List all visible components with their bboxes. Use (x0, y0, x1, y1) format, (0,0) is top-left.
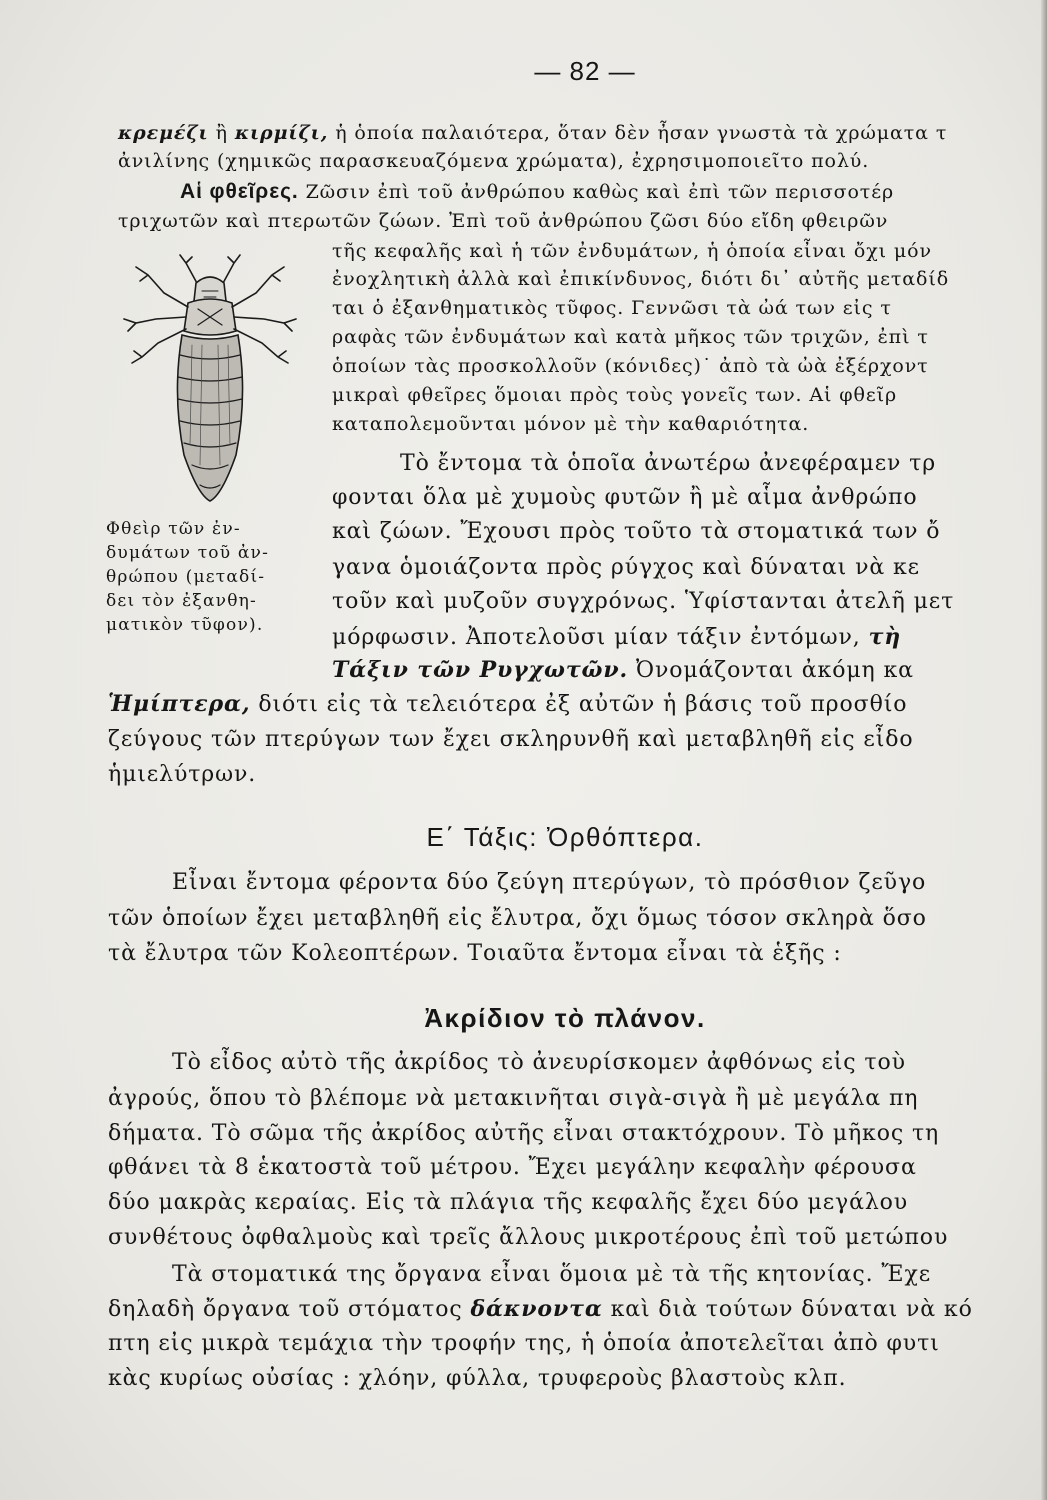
term-hemiptera: Ἡμίπτερα, (108, 691, 251, 717)
text-span: Ζῶσιν ἐπὶ τοῦ ἀνθρώπου καθὼς καὶ ἐπὶ τῶν περισσοτέρ (298, 181, 895, 203)
paragraph-line: γανα ὁμοιάζοντα πρὸς ρύγχος καὶ δύναται νὰ κε (332, 555, 920, 580)
binding-edge (1041, 0, 1047, 1500)
paragraph-line (118, 118, 947, 148)
term-daknonta: δάκνοντα (470, 1296, 603, 1322)
paragraph-line: καταπολεμοῦνται μόνον μὲ τὴν καθαριότητα. (332, 413, 810, 435)
body-louse-illustration (112, 245, 307, 515)
paragraph-line: ἡμιελύτρων. (108, 762, 257, 787)
paragraph-line (332, 655, 914, 686)
paragraph-line: Τὰ στοματικά της ὄργανα εἶναι ὅμοια μὲ τὰ τῆς κητονίας. Ἔχε (172, 1262, 932, 1287)
paragraph-line: κὰς κυρίως οὐσίας : χλόην, φύλλα, τρυφεροὺς βλαστοὺς κλπ. (108, 1366, 847, 1391)
paragraph-line: δήματα. Τὸ σῶμα τῆς ἀκρίδος αὐτῆς εἶναι στακτόχρουν. Τὸ μῆκος τη (108, 1121, 940, 1146)
paragraph-line: φονται ὅλα μὲ χυμοὺς φυτῶν ἢ μὲ αἷμα ἀνθρώπο (332, 485, 918, 510)
paragraph-line: μικραὶ φθεῖρες ὅμοιαι πρὸς τοὺς γονεῖς των. Αἱ φθεῖρ (332, 384, 898, 406)
section-heading-orthoptera: Ε΄ Τάξις: Ὀρθόπτερα. (426, 822, 704, 852)
paragraph-line: ἀγρούς, ὅπου τὸ βλέπομε νὰ μετακινῆται σιγὰ-σιγὰ ἢ μὲ μεγάλα πη (108, 1086, 919, 1111)
text-span: ἢ (208, 122, 235, 144)
paragraph-line: πτη εἰς μικρὰ τεμάχια τὴν τροφήν της, ἡ ὁποία ἀποτελεῖται ἀπὸ φυτι (108, 1331, 940, 1356)
paragraph-line (108, 689, 907, 720)
paragraph-line: Τὸ ἔντομα τὰ ὁποῖα ἀνωτέρω ἀνεφέραμεν τρ (400, 451, 937, 476)
term-rhynchota: Τάξιν τῶν Ρυγχωτῶν. (332, 657, 629, 683)
text-span: ἡ ὁποία παλαιότερα, ὅταν δὲν ἦσαν γνωστὰ τὰ χρώματα τ (328, 122, 948, 144)
text-span: καὶ διὰ τούτων δύναται νὰ κό (602, 1297, 973, 1322)
section-heading-lice: Αἱ φθεῖρες. (180, 180, 299, 203)
figure-caption-line: Φθεὶρ τῶν ἐν- (106, 519, 241, 539)
paragraph-line: τῆς κεφαλῆς καὶ ἡ τῶν ἐνδυμάτων, ἡ ὁποία εἶναι ὄχι μόν (332, 240, 932, 262)
paragraph-line: τὰ ἔλυτρα τῶν Κολεοπτέρων. Τοιαῦτα ἔντομα εἶναι τὰ ἑξῆς : (108, 941, 842, 966)
paragraph-line: φθάνει τὰ 8 ἑκατοστὰ τοῦ μέτρου. Ἔχει μεγάλην κεφαλὴν φέρουσα (108, 1155, 917, 1180)
section-heading-locust: Ἀκρίδιον τὸ πλάνον. (424, 1003, 706, 1033)
text-span: μόρφωσιν. Ἀποτελοῦσι μίαν τάξιν ἐντόμων, (332, 625, 869, 650)
paragraph-line: ζεύγους τῶν πτερύγων των ἔχει σκληρυνθῆ καὶ μεταβληθῆ εἰς εἶδο (108, 727, 914, 752)
paragraph-line: τοῦν καὶ μυζοῦν συγχρόνως. Ὑφίστανται ἀτελῆ μετ (332, 589, 955, 614)
paragraph-line: τῶν ὁποίων ἔχει μεταβληθῆ εἰς ἔλυτρα, ὄχι ὅμως τόσον σκληρὰ ὅσο (108, 906, 927, 931)
text-span: Ὀνομάζονται ἀκόμη κα (628, 658, 914, 683)
text-span: δηλαδὴ ὄργανα τοῦ στόματος (108, 1297, 471, 1322)
paragraph-line: τριχωτῶν καὶ πτερωτῶν ζώων. Ἐπὶ τοῦ ἀνθρώπου ζῶσι δύο εἴδη φθειρῶν (118, 210, 889, 232)
paragraph-line: ὁποίων τὰς προσκολλοῦν (κόνιδες)˙ ἀπὸ τὰ ὠὰ ἐξέρχοντ (332, 355, 929, 377)
page-number: — 82 — (534, 56, 636, 86)
louse-drawing (112, 245, 307, 515)
figure-caption-line: δυμάτων τοῦ ἀν- (106, 543, 270, 563)
paragraph-line (180, 177, 894, 207)
paragraph-line: Εἶναι ἔντομα φέροντα δύο ζεύγη πτερύγων, τὸ πρόσθιον ζεῦγο (172, 870, 927, 895)
term-kremezi: κρεμέζι (118, 122, 209, 144)
paragraph-line: ται ὁ ἐξανθηματικὸς τῦφος. Γεννῶσι τὰ ὠά των εἰς τ (332, 297, 892, 319)
paragraph-line: ἐνοχλητικὴ ἀλλὰ καὶ ἐπικίνδυνος, διότι δι᾽ αὐτῆς μεταδίδ (332, 268, 950, 290)
bold-text-span: τὴ (868, 624, 902, 650)
paragraph-line: συνθέτους ὀφθαλμοὺς καὶ τρεῖς ἄλλους μικροτέρους ἐπὶ τοῦ μετώπου (108, 1225, 949, 1250)
figure-caption-line: δει τὸν ἐξανθη- (106, 591, 257, 611)
text-span: διότι εἰς τὰ τελειότερα ἐξ αὐτῶν ἡ βάσις τοῦ προσθίο (250, 692, 908, 717)
paragraph-line (108, 1294, 973, 1325)
paragraph-line: ραφὰς τῶν ἐνδυμάτων καὶ κατὰ μῆκος τῶν τριχῶν, ἐπὶ τ (332, 326, 929, 348)
paragraph-line (332, 622, 901, 653)
figure-caption-line: θρώπου (μεταδί- (106, 567, 266, 587)
paragraph-line: ἀνιλίνης (χημικῶς παρασκευαζόμενα χρώματα), ἐχρησιμοποιεῖτο πολύ. (118, 150, 870, 172)
paragraph-line: Τὸ εἶδος αὐτὸ τῆς ἀκρίδος τὸ ἀνευρίσκομεν ἀφθόνως εἰς τοὺ (172, 1050, 906, 1075)
term-kirmizi: κιρμίζι, (234, 122, 329, 144)
paragraph-line: καὶ ζώων. Ἔχουσι πρὸς τοῦτο τὰ στοματικά των ὄ (332, 519, 941, 544)
figure-caption-line: ματικὸν τῦφον). (106, 615, 264, 635)
paragraph-line: δύο μακρὰς κεραίας. Εἰς τὰ πλάγια τῆς κεφαλῆς ἔχει δύο μεγάλου (108, 1190, 909, 1215)
